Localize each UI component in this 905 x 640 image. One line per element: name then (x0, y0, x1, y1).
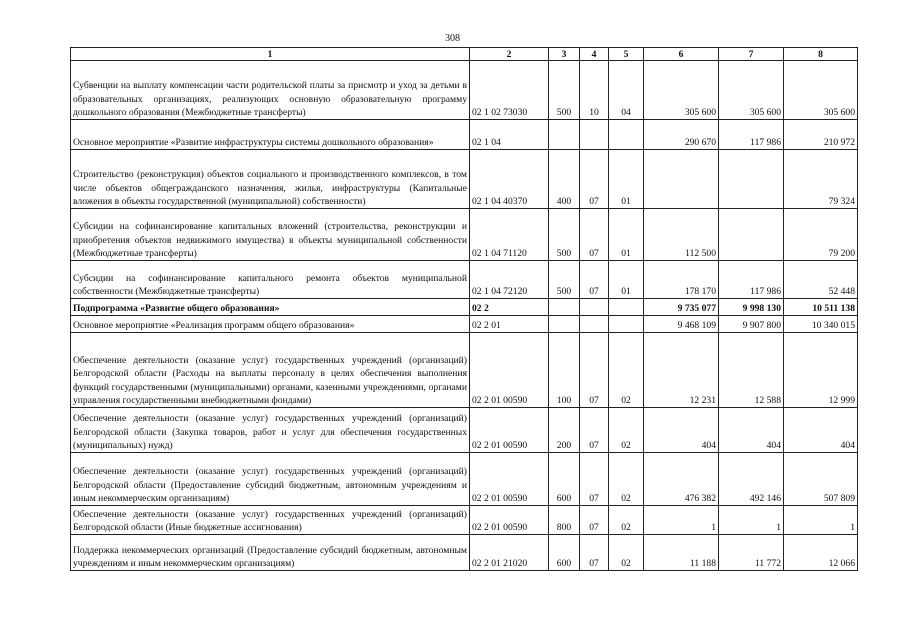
cell-col5: 02 (609, 333, 644, 408)
cell-code: 02 1 02 73030 (470, 61, 549, 120)
cell-value-7: 117 986 (719, 120, 784, 150)
cell-value-8: 210 972 (784, 120, 858, 150)
cell-value-7: 12 588 (719, 333, 784, 408)
page-number: 308 (445, 33, 460, 44)
cell-col4 (580, 299, 609, 316)
table-row (71, 120, 858, 150)
cell-value-8: 10 511 138 (784, 299, 858, 316)
cell-value-6 (644, 150, 719, 209)
cell-col4: 07 (580, 333, 609, 408)
cell-value-7 (719, 209, 784, 261)
header-cell: 1 (71, 48, 470, 61)
cell-value-7: 9 998 130 (719, 299, 784, 316)
cell-col5 (609, 316, 644, 333)
budget-table (70, 47, 858, 571)
cell-value-8: 1 (784, 506, 858, 535)
cell-value-6: 9 735 077 (644, 299, 719, 316)
table-row (71, 333, 858, 408)
header-cell: 3 (549, 48, 580, 61)
cell-col5: 02 (609, 506, 644, 535)
cell-description: Поддержка некоммерческих организаций (Предоставление субсидий бюджетным, автономным учреждениям и иным некоммерческим организациям) (71, 535, 470, 571)
cell-col3: 500 (549, 261, 580, 299)
cell-col3 (549, 316, 580, 333)
cell-value-8: 12 999 (784, 333, 858, 408)
cell-description: Обеспечение деятельности (оказание услуг) государственных учреждений (организаций) Белгородской области (Иные бюджетные ассигнования) (71, 506, 470, 535)
cell-code: 02 2 01 (470, 316, 549, 333)
cell-col5: 01 (609, 261, 644, 299)
cell-col3 (549, 299, 580, 316)
table-row (71, 299, 858, 316)
cell-col3: 100 (549, 333, 580, 408)
cell-col4: 07 (580, 453, 609, 506)
cell-description: Основное мероприятие «Развитие инфраструктуры системы дошкольного образования» (71, 120, 470, 150)
cell-col5 (609, 120, 644, 150)
cell-description: Подпрограмма «Развитие общего образования» (71, 299, 470, 316)
cell-value-8: 10 340 015 (784, 316, 858, 333)
table-row (71, 316, 858, 333)
cell-value-7: 9 907 800 (719, 316, 784, 333)
cell-value-7: 11 772 (719, 535, 784, 571)
cell-value-8: 507 809 (784, 453, 858, 506)
cell-code: 02 1 04 (470, 120, 549, 150)
cell-col4 (580, 316, 609, 333)
cell-value-8: 52 448 (784, 261, 858, 299)
cell-description: Субвенции на выплату компенсации части родительской платы за присмотр и уход за детьми в образовательных организациях, реализующих основную образовательную программу дошкольного образования (Межбюджетные трансферты) (71, 61, 470, 120)
cell-code: 02 1 04 71120 (470, 209, 549, 261)
table-header-row (71, 48, 858, 61)
header-cell: 2 (470, 48, 549, 61)
cell-description: Обеспечение деятельности (оказание услуг) государственных учреждений (организаций) Белгородской области (Предоставление субсидий бюджетным, автономным учреждениям и иным некоммерческим организациям) (71, 453, 470, 506)
cell-value-7: 404 (719, 408, 784, 453)
table-row (71, 61, 858, 120)
table-row (71, 506, 858, 535)
table-row (71, 150, 858, 209)
cell-value-8: 404 (784, 408, 858, 453)
cell-value-8: 79 324 (784, 150, 858, 209)
cell-col3: 500 (549, 61, 580, 120)
cell-value-7: 117 986 (719, 261, 784, 299)
cell-code: 02 1 04 72120 (470, 261, 549, 299)
cell-value-7: 492 146 (719, 453, 784, 506)
cell-value-7: 305 600 (719, 61, 784, 120)
cell-value-6: 112 500 (644, 209, 719, 261)
cell-code: 02 2 01 00590 (470, 453, 549, 506)
table-row (71, 209, 858, 261)
header-cell: 8 (784, 48, 858, 61)
cell-description: Обеспечение деятельности (оказание услуг) государственных учреждений (организаций) Белгородской области (Расходы на выплаты персоналу в целях обеспечения выполнения функций государственными (муниципальными) органами, казенными учреждениями, органами управления государственными внебюджетными фондами) (71, 333, 470, 408)
cell-col4: 07 (580, 408, 609, 453)
cell-col3 (549, 120, 580, 150)
cell-col4: 07 (580, 209, 609, 261)
table-row (71, 535, 858, 571)
cell-col3: 800 (549, 506, 580, 535)
cell-value-6: 1 (644, 506, 719, 535)
cell-col5: 02 (609, 453, 644, 506)
cell-col3: 600 (549, 535, 580, 571)
cell-col4: 07 (580, 261, 609, 299)
cell-col3: 500 (549, 209, 580, 261)
cell-col3: 600 (549, 453, 580, 506)
cell-code: 02 2 01 21020 (470, 535, 549, 571)
header-cell: 5 (609, 48, 644, 61)
cell-value-6: 305 600 (644, 61, 719, 120)
cell-value-8: 12 066 (784, 535, 858, 571)
cell-value-6: 12 231 (644, 333, 719, 408)
cell-value-6: 11 188 (644, 535, 719, 571)
cell-col5: 04 (609, 61, 644, 120)
cell-description: Основное мероприятие «Реализация программ общего образования» (71, 316, 470, 333)
cell-value-6: 9 468 109 (644, 316, 719, 333)
header-cell: 7 (719, 48, 784, 61)
cell-col3: 400 (549, 150, 580, 209)
cell-col4: 07 (580, 506, 609, 535)
cell-value-6: 178 170 (644, 261, 719, 299)
cell-value-7: 1 (719, 506, 784, 535)
cell-code: 02 2 01 00590 (470, 506, 549, 535)
table-row (71, 261, 858, 299)
header-cell: 4 (580, 48, 609, 61)
cell-value-6: 290 670 (644, 120, 719, 150)
table-row (71, 408, 858, 453)
header-cell: 6 (644, 48, 719, 61)
cell-code: 02 2 (470, 299, 549, 316)
cell-value-8: 79 200 (784, 209, 858, 261)
cell-code: 02 2 01 00590 (470, 408, 549, 453)
cell-col5: 02 (609, 408, 644, 453)
table-row (71, 453, 858, 506)
cell-col4: 07 (580, 150, 609, 209)
cell-value-6: 476 382 (644, 453, 719, 506)
cell-col5 (609, 299, 644, 316)
cell-col3: 200 (549, 408, 580, 453)
cell-value-6: 404 (644, 408, 719, 453)
cell-col5: 01 (609, 150, 644, 209)
cell-description: Субсидии на софинансирование капитального ремонта объектов муниципальной собственности (Межбюджетные трансферты) (71, 261, 470, 299)
cell-description: Обеспечение деятельности (оказание услуг) государственных учреждений (организаций) Белгородской области (Закупка товаров, работ и услуг для обеспечения государственных (муниципальных) нужд) (71, 408, 470, 453)
cell-description: Субсидии на софинансирование капитальных вложений (строительства, реконструкции и приобретения объектов недвижимого имущества) в объекты муниципальной собственности (Межбюджетные трансферты) (71, 209, 470, 261)
cell-col5: 02 (609, 535, 644, 571)
cell-value-8: 305 600 (784, 61, 858, 120)
cell-col4: 07 (580, 535, 609, 571)
cell-col4: 10 (580, 61, 609, 120)
cell-col5: 01 (609, 209, 644, 261)
cell-col4 (580, 120, 609, 150)
cell-description: Строительство (реконструкция) объектов социального и производственного комплексов, в том числе объектов общегражданского назначения, жилья, инфраструктуры (Капитальные вложения в объекты государственной (муниципальной) собственности) (71, 150, 470, 209)
cell-value-7 (719, 150, 784, 209)
cell-code: 02 2 01 00590 (470, 333, 549, 408)
cell-code: 02 1 04 40370 (470, 150, 549, 209)
